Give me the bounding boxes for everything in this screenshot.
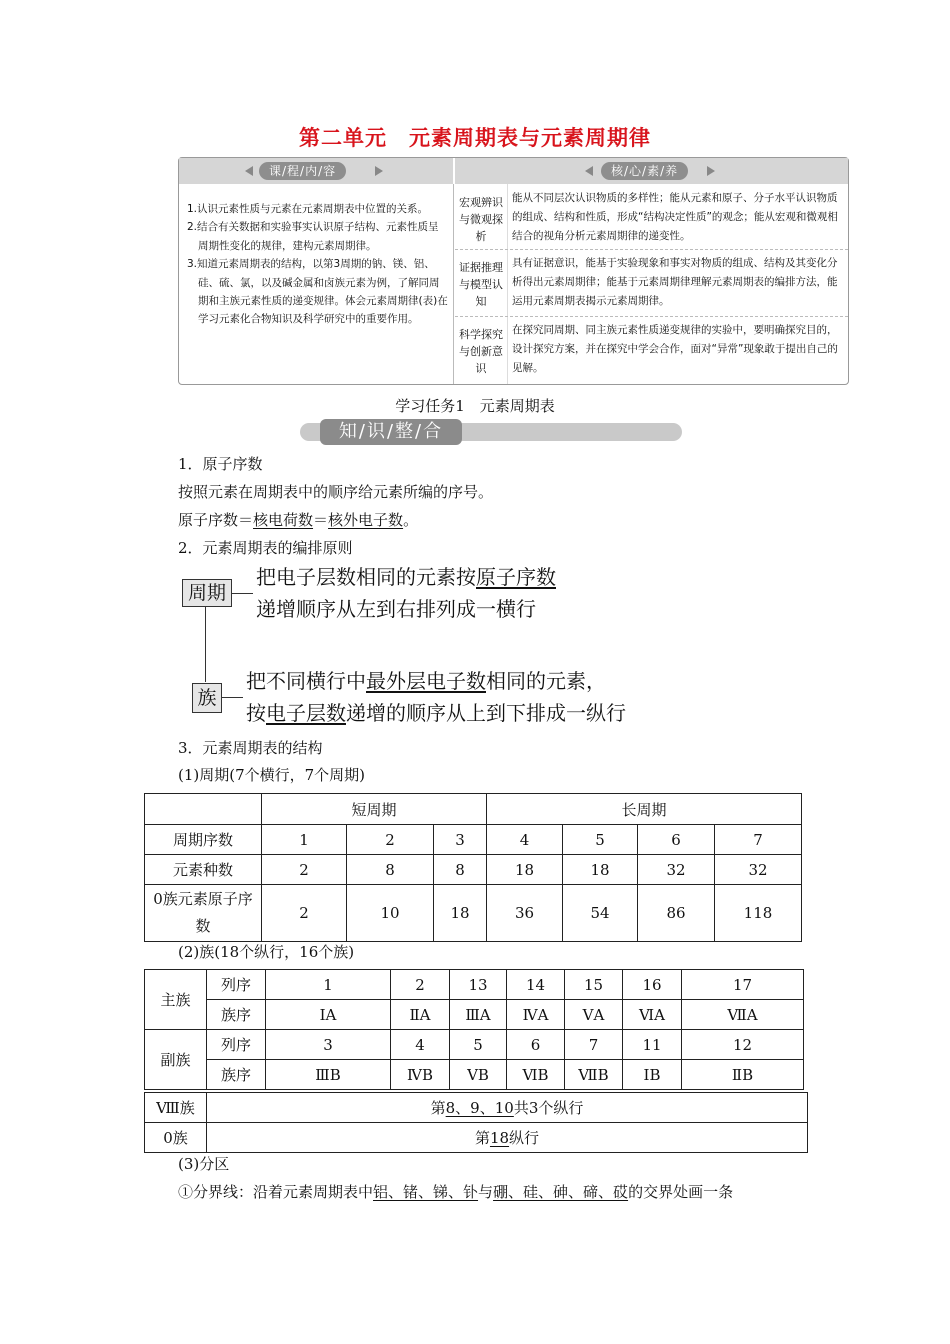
arrow-right-icon	[375, 166, 383, 176]
table-cell: 2	[347, 825, 434, 855]
text: 与	[478, 1183, 494, 1201]
text: 第	[474, 1129, 490, 1147]
subsection-heading: (2)族(18个纵行，16个族)	[178, 943, 355, 961]
table-cell: 14	[507, 970, 565, 1000]
text: 把不同横行中	[246, 669, 366, 693]
table-cell: 3	[434, 825, 487, 855]
paragraph	[178, 1182, 733, 1202]
table-row	[145, 970, 804, 1000]
table-cell	[207, 1093, 808, 1123]
table-cell: 54	[563, 885, 638, 942]
row-label: 0族元素原子序数	[145, 885, 262, 942]
blank-answer: 18	[489, 1129, 510, 1147]
table-cell: ⅡA	[391, 1000, 450, 1030]
table-cell: 2	[391, 970, 450, 1000]
table-cell: 2	[262, 855, 347, 885]
table-cell: ⅦA	[682, 1000, 804, 1030]
table-row	[145, 1000, 804, 1030]
knowledge-badge: 知/识/整/合	[320, 419, 462, 445]
group-box: 族	[192, 683, 222, 713]
course-items	[187, 200, 449, 329]
course-header-bar	[179, 158, 453, 184]
course-core-box	[178, 157, 849, 385]
blank-answer: 原子序数	[476, 565, 556, 589]
table-cell: 3	[266, 1030, 391, 1060]
core-row-text: 在探究同周期、同主族元素性质递变规律的实验中，要明确探究目的，设计探究方案，并在探究中学会合作，面对“异常”现象敢于提出自己的见解。	[512, 324, 838, 374]
blank-answer: 电子层数	[266, 701, 346, 725]
row-label: 族序	[207, 1060, 266, 1090]
short-period-header: 短周期	[262, 794, 487, 825]
text: 把电子层数相同的元素按	[256, 565, 476, 589]
row-label: 族序	[207, 1000, 266, 1030]
table-cell: ⅡB	[682, 1060, 804, 1090]
table-cell: 118	[715, 885, 802, 942]
table-row	[145, 1123, 808, 1153]
table-row	[145, 794, 802, 825]
arrow-left-icon	[245, 166, 253, 176]
paragraph: 按照元素在周期表中的顺序给元素所编的序号。	[178, 483, 494, 501]
page-title: 第二单元 元素周期表与元素周期律	[299, 126, 651, 150]
table-cell: 5	[563, 825, 638, 855]
table-cell: ⅦB	[565, 1060, 623, 1090]
table-cell: ⅥB	[507, 1060, 565, 1090]
table-cell: ⅠB	[623, 1060, 682, 1090]
blank-answer: 硼、硅、砷、碲、砹	[493, 1183, 629, 1201]
group-rule-line2	[246, 700, 626, 726]
connector-line	[221, 697, 243, 698]
paragraph	[178, 510, 418, 530]
task-title: 学习任务1 元素周期表	[395, 397, 555, 415]
table-cell: ⅣB	[391, 1060, 450, 1090]
table-cell: ⅤA	[565, 1000, 623, 1030]
long-period-header: 长周期	[487, 794, 802, 825]
table-row	[145, 825, 802, 855]
text: 第	[430, 1099, 446, 1117]
blank-answer: 最外层电子数	[366, 669, 486, 693]
section-heading: 1．原子序数	[178, 455, 263, 473]
table-cell: 7	[715, 825, 802, 855]
subsection-heading: (1)周期(7个横行，7个周期)	[178, 766, 366, 784]
group-extra-table	[144, 1092, 808, 1153]
text: 相同的元素，	[486, 669, 606, 693]
table-cell: 11	[623, 1030, 682, 1060]
blank-answer: 核电荷数	[253, 511, 314, 529]
text: 纵行	[509, 1129, 540, 1147]
table-cell: 32	[715, 855, 802, 885]
text: 共3个纵行	[513, 1099, 584, 1117]
period-table	[144, 793, 802, 942]
table-cell: ⅤB	[450, 1060, 507, 1090]
table-cell: 15	[565, 970, 623, 1000]
text: 原子序数＝	[178, 511, 254, 529]
table-cell: ⅢB	[266, 1060, 391, 1090]
table-cell: 4	[391, 1030, 450, 1060]
core-header-bar	[455, 158, 848, 184]
core-row	[455, 188, 848, 248]
table-cell: 6	[638, 825, 715, 855]
zero-group-label: 0族	[145, 1123, 207, 1153]
row-label: 列序	[207, 970, 266, 1000]
sub-group-label: 副族	[145, 1030, 207, 1090]
period-rule-line2: 递增顺序从左到右排列成一横行	[256, 597, 536, 621]
table-cell: 2	[262, 885, 347, 942]
table-cell: 4	[487, 825, 563, 855]
text: 递增的顺序从上到下排成一纵行	[346, 701, 626, 725]
table-cell: 5	[450, 1030, 507, 1060]
arrow-left-icon	[585, 166, 593, 176]
section-heading: 3．元素周期表的结构	[178, 739, 323, 757]
table-cell: ⅣA	[507, 1000, 565, 1030]
blank-answer: 核外电子数	[328, 511, 404, 529]
group-table	[144, 969, 804, 1090]
table-cell: ⅠA	[266, 1000, 391, 1030]
core-row-label: 宏观辨识与微观探析	[459, 196, 503, 243]
column-divider	[453, 184, 454, 384]
blank-answer: 铝、锗、锑、钋	[373, 1183, 479, 1201]
table-cell: 8	[347, 855, 434, 885]
core-row	[455, 253, 848, 313]
connector-line	[205, 606, 206, 682]
table-cell: 7	[565, 1030, 623, 1060]
table-cell: 36	[487, 885, 563, 942]
text: 按	[246, 701, 266, 725]
subsection-heading: (3)分区	[178, 1155, 230, 1173]
core-header: 核/心/素/养	[601, 162, 688, 180]
core-row-label: 证据推理与模型认知	[459, 261, 503, 308]
table-row	[145, 1093, 808, 1123]
viii-group-label: Ⅷ族	[145, 1093, 207, 1123]
table-cell: 8	[434, 855, 487, 885]
text: 。	[403, 511, 419, 529]
main-group-label: 主族	[145, 970, 207, 1030]
text: ＝	[313, 511, 329, 529]
course-header: 课/程/内/容	[259, 162, 346, 180]
text: 的交界处画一条	[628, 1183, 734, 1201]
table-cell: 13	[450, 970, 507, 1000]
connector-line	[231, 593, 253, 594]
table-cell: 32	[638, 855, 715, 885]
row-label: 周期序数	[145, 825, 262, 855]
blank-answer: 8、9、10	[445, 1099, 514, 1117]
table-row	[145, 885, 802, 942]
table-cell: 18	[563, 855, 638, 885]
table-row	[145, 1060, 804, 1090]
table-cell: 18	[434, 885, 487, 942]
table-cell	[207, 1123, 808, 1153]
table-cell: 6	[507, 1030, 565, 1060]
row-divider	[455, 249, 848, 250]
table-cell: 86	[638, 885, 715, 942]
core-row-text: 具有证据意识，能基于实验现象和事实对物质的组成、结构及其变化分析得出元素周期律；能基于元素周期律理解元素周期表的编排方法，能运用元素周期表揭示元素周期律。	[512, 257, 838, 307]
course-item: 1.认识元素性质与元素在元素周期表中位置的关系。	[187, 203, 429, 215]
table-cell: 12	[682, 1030, 804, 1060]
table-cell: 10	[347, 885, 434, 942]
row-label: 列序	[207, 1030, 266, 1060]
table-cell: 18	[487, 855, 563, 885]
row-divider	[455, 316, 848, 317]
core-row-text: 能从不同层次认识物质的多样性；能从元素和原子、分子水平认识物质的组成、结构和性质，形成“结构决定性质”的观念；能从宏观和微观相结合的视角分析元素周期律的递变性。	[512, 192, 838, 242]
period-rule-line1	[256, 564, 556, 590]
table-cell: 1	[262, 825, 347, 855]
period-box: 周期	[182, 579, 232, 607]
table-cell	[145, 794, 262, 825]
table-cell: ⅥA	[623, 1000, 682, 1030]
table-cell: ⅢA	[450, 1000, 507, 1030]
section-heading: 2．元素周期表的编排原则	[178, 539, 353, 557]
table-cell: 16	[623, 970, 682, 1000]
course-item: 3.知道元素周期表的结构，以第3周期的钠、镁、铝、硅、硫、氯，以及碱金属和卤族元素为例，了解同周期和主族元素性质的递变规律。体会元素周期律(表)在学习元素化合物知识及科学研究中的重要作用。	[187, 258, 448, 326]
table-cell: 17	[682, 970, 804, 1000]
course-item: 2.结合有关数据和实验事实认识原子结构、元素性质呈周期性变化的规律，建构元素周期律。	[187, 221, 439, 252]
core-row-label: 科学探究与创新意识	[459, 328, 503, 375]
group-rule-line1	[246, 668, 606, 694]
row-label: 元素种数	[145, 855, 262, 885]
table-cell: 1	[266, 970, 391, 1000]
core-row	[455, 320, 848, 380]
text: ①分界线：沿着元素周期表中	[178, 1183, 374, 1201]
arrow-right-icon	[707, 166, 715, 176]
table-row	[145, 1030, 804, 1060]
table-row	[145, 855, 802, 885]
